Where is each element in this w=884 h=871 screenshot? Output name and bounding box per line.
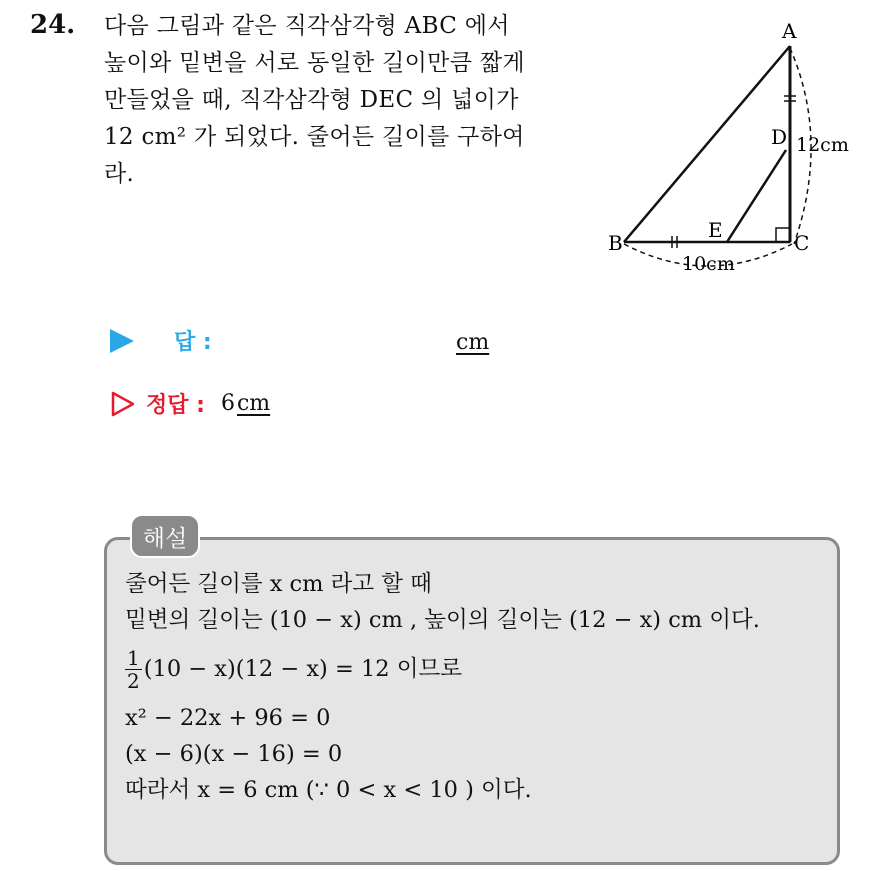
solution-tag: 해설 xyxy=(130,514,200,558)
solution-line: 따라서 x = 6 cm (∵ 0 < x < 10 ) 이다. xyxy=(125,777,532,803)
question-line: 12 cm² 가 되었다. 줄어든 길이를 구하여 xyxy=(104,124,525,150)
correct-answer-unit: cm xyxy=(236,391,271,416)
question-line: 다음 그림과 같은 직각삼각형 ABC 에서 xyxy=(104,13,510,39)
solution-line: (10 − x)(12 − x) = 12 이므로 xyxy=(143,656,462,682)
triangle-figure xyxy=(600,20,870,285)
label-e: E xyxy=(708,218,723,242)
answer-unit: cm xyxy=(456,330,490,355)
label-d: D xyxy=(771,125,788,149)
side-ab xyxy=(624,46,790,242)
question-line: 높이와 밑변을 서로 동일한 길이만큼 짧게 xyxy=(104,50,525,76)
label-b: B xyxy=(608,231,623,255)
base-label: 10cm xyxy=(682,253,735,275)
label-a: A xyxy=(782,20,797,43)
solution-content xyxy=(125,566,825,808)
solution-line: (x − 6)(x − 16) = 0 xyxy=(125,741,343,767)
height-label: 12cm xyxy=(796,134,849,156)
fraction-denominator: 2 xyxy=(127,668,140,693)
answer-row xyxy=(110,325,212,356)
outline-triangle-icon xyxy=(110,390,136,418)
answer-label: 답 : xyxy=(174,330,212,355)
play-triangle-icon xyxy=(110,329,134,353)
right-angle-mark xyxy=(776,228,790,242)
solution-line: 밑변의 길이는 (10 − x) cm , 높이의 길이는 (12 − x) cm 이다. xyxy=(125,607,760,633)
correct-answer-row xyxy=(110,388,270,419)
question-line: 만들었을 때, 직각삼각형 DEC 의 넓이가 xyxy=(104,87,519,113)
label-c: C xyxy=(794,231,810,255)
solution-line: 줄어든 길이를 x cm 라고 할 때 xyxy=(125,571,432,597)
solution-line: x² − 22x + 96 = 0 xyxy=(125,705,331,731)
fraction-numerator: 1 xyxy=(127,645,140,670)
correct-answer-value: 6 xyxy=(220,391,235,416)
question-text xyxy=(104,8,594,193)
fraction xyxy=(125,647,142,692)
question-number: 24. xyxy=(30,10,76,40)
question-line: 라. xyxy=(104,161,135,187)
correct-answer-label: 정답 : xyxy=(146,393,205,418)
solution-fraction-line xyxy=(125,638,825,700)
